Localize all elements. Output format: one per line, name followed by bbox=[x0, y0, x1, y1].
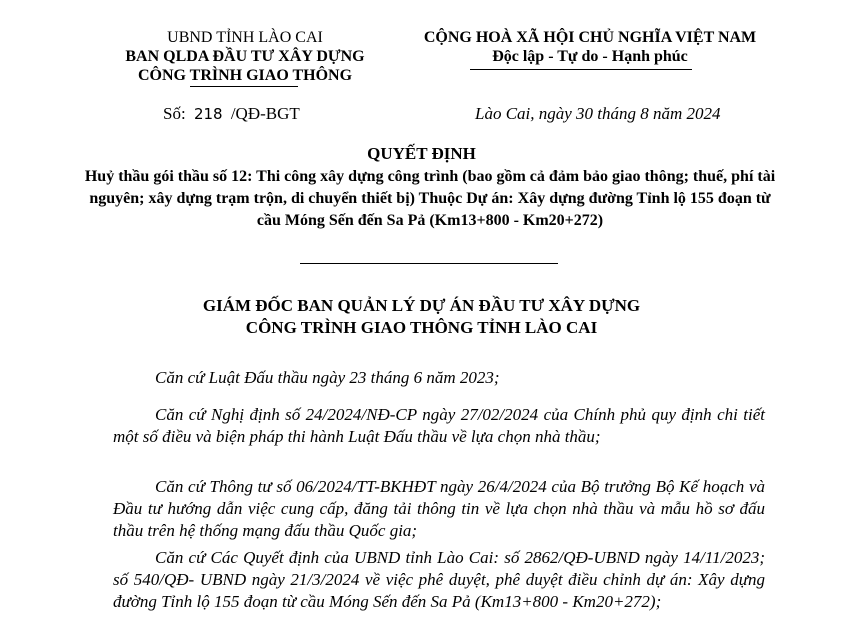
legal-basis-paragraph bbox=[113, 547, 765, 613]
paragraph-text: Căn cứ Các Quyết định của UBND tỉnh Lào Cai: số 2862/QĐ-UBND ngày 14/11/2023; số 540/QĐ- UBND ngày 21/3/2024 về việc phê duyệt, phê duyệt điều chỉnh dự án: Xây dựng đường Tỉnh lộ 155 đoạn từ cầu Móng Sến đến Sa Pả (Km13+800 - Km20+272); bbox=[113, 548, 765, 611]
decision-subtitle: Huỷ thầu gói thầu số 12: Thi công xây dựng công trình (bao gồm cả đảm bảo giao thông; thuế, phí tài nguyên; xây dựng trạm trộn, di chuyển thiết bị) Thuộc Dự án: Xây dựng đường Tỉnh lộ 155 đoạn từ cầu Móng Sến đến Sa Pả (Km13+800 - Km20+272) bbox=[84, 168, 776, 229]
legal-basis-paragraph bbox=[113, 404, 765, 448]
paragraph-text: Căn cứ Nghị định số 24/2024/NĐ-CP ngày 27/02/2024 của Chính phủ quy định chi tiết một số điều và biện pháp thi hành Luật Đấu thầu về lựa chọn nhà thầu; bbox=[113, 405, 765, 446]
agency-name-line2: CÔNG TRÌNH GIAO THÔNG bbox=[137, 67, 353, 84]
issuing-agency-block bbox=[95, 28, 395, 85]
paragraph-text: Căn cứ Thông tư số 06/2024/TT-BKHĐT ngày 26/4/2024 của Bộ trưởng Bộ Kế hoạch và Đầu tư hướng dẫn việc cung cấp, đăng tải thông tin về lựa chọn nhà thầu và mẫu hồ sơ đấu thầu trên hệ thống mạng đấu thầu Quốc gia; bbox=[113, 477, 765, 540]
national-title: CỘNG HOÀ XÃ HỘI CHỦ NGHĨA VIỆT NAM bbox=[423, 29, 757, 46]
authority-line1: GIÁM ĐỐC BAN QUẢN LÝ DỰ ÁN ĐẦU TƯ XÂY DỰNG bbox=[202, 296, 641, 315]
agency-parent: UBND TỈNH LÀO CAI bbox=[167, 29, 323, 46]
paragraph-text: Căn cứ Luật Đấu thầu ngày 23 tháng 6 năm 2023; bbox=[155, 368, 500, 387]
place-date: Lào Cai, ngày 30 tháng 8 năm 2024 bbox=[475, 104, 721, 123]
motto-underline bbox=[470, 69, 692, 70]
national-motto: Độc lập - Tự do - Hạnh phúc bbox=[492, 48, 688, 65]
decision-title: QUYẾT ĐỊNH bbox=[367, 144, 476, 163]
authority-heading bbox=[0, 295, 843, 339]
document-number-suffix: /QĐ-BGT bbox=[230, 104, 300, 123]
document-number-prefix: Số: bbox=[163, 104, 186, 123]
legal-basis-paragraph bbox=[113, 476, 765, 542]
document-number-value: 218 bbox=[193, 105, 223, 123]
document-number bbox=[163, 104, 300, 124]
national-motto-block bbox=[400, 28, 780, 66]
agency-underline bbox=[190, 86, 298, 87]
agency-name-line1: BAN QLDA ĐẦU TƯ XÂY DỰNG bbox=[125, 48, 365, 65]
subtitle-underline bbox=[300, 263, 558, 264]
legal-basis-paragraph bbox=[113, 367, 765, 389]
authority-line2: CÔNG TRÌNH GIAO THÔNG TỈNH LÀO CAI bbox=[245, 318, 598, 337]
